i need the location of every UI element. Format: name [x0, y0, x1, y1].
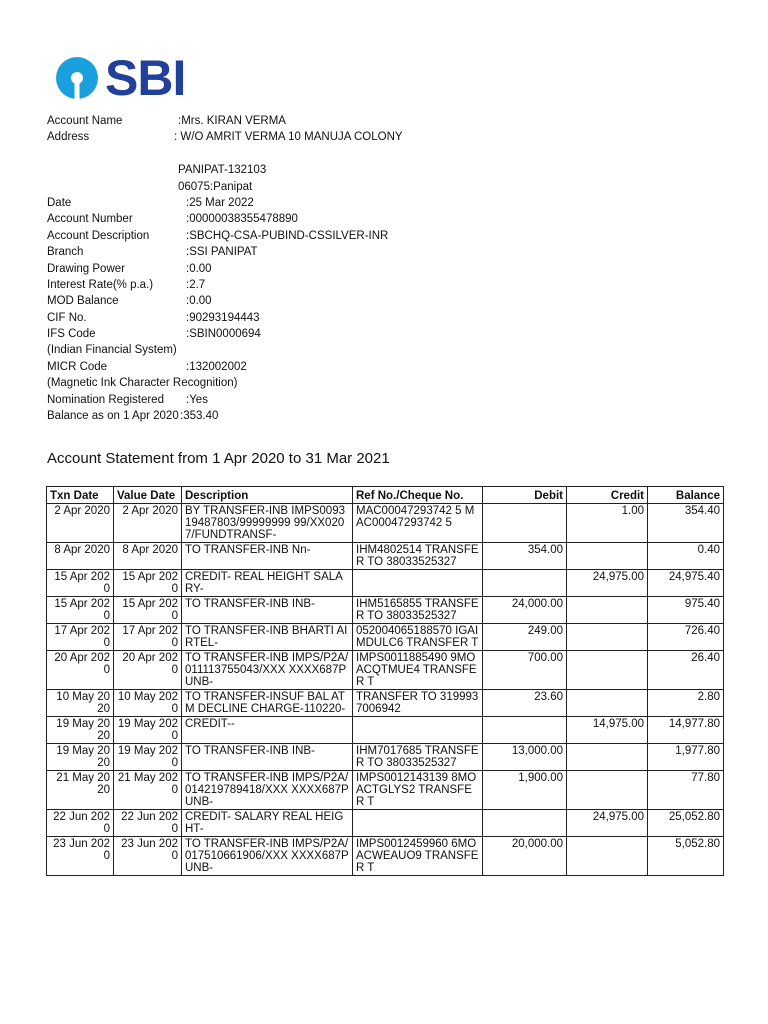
info-label: Account Description — [47, 229, 150, 242]
table-row — [47, 717, 724, 744]
cell-description: TO TRANSFER-INB IMPS/P2A/014219789418/XXX XXXX687PUNB- — [182, 771, 353, 810]
cell-balance: 5,052.80 — [648, 837, 724, 876]
cell-credit: 24,975.00 — [567, 570, 648, 597]
cell-value-date: 23 Jun 2020 — [114, 837, 182, 876]
cell-balance: 2.80 — [648, 690, 724, 717]
cell-ref-no: IMPS0011885490 9MOACQTMUE4 TRANSFER T — [353, 651, 483, 690]
header-ref-no: Ref No./Cheque No. — [353, 487, 483, 504]
table-header-row — [47, 487, 724, 504]
cell-credit — [567, 690, 648, 717]
table-row — [47, 543, 724, 570]
header-balance: Balance — [648, 487, 724, 504]
info-value: :2.7 — [186, 278, 206, 291]
cell-description: CREDIT-- — [182, 717, 353, 744]
cell-debit: 20,000.00 — [483, 837, 567, 876]
cell-value-date: 21 May 2020 — [114, 771, 182, 810]
table-row — [47, 771, 724, 810]
info-value: :SBCHQ-CSA-PUBIND-CSSILVER-INR — [186, 229, 389, 242]
cell-debit: 1,900.00 — [483, 771, 567, 810]
info-label: Date — [47, 196, 72, 209]
cell-value-date: 15 Apr 2020 — [114, 597, 182, 624]
cell-ref-no: MAC00047293742 5 MAC00047293742 5 — [353, 504, 483, 543]
info-label: (Indian Financial System) — [47, 344, 177, 357]
info-label: MICR Code — [47, 360, 108, 373]
header-description: Description — [182, 487, 353, 504]
cell-debit: 700.00 — [483, 651, 567, 690]
info-value: :00000038355478890 — [186, 213, 298, 226]
cell-ref-no: IMPS0012143139 8MOACTGLYS2 TRANSFER T — [353, 771, 483, 810]
cell-credit — [567, 744, 648, 771]
table-row — [47, 690, 724, 717]
cell-ref-no — [353, 717, 483, 744]
info-value: :90293194443 — [186, 311, 260, 324]
cell-txn-date: 2 Apr 2020 — [47, 504, 114, 543]
cell-balance: 354.40 — [648, 504, 724, 543]
info-label: Account Name — [47, 115, 123, 127]
cell-ref-no: IHM7017685 TRANSFER TO 38033525327 — [353, 744, 483, 771]
sbi-logo — [55, 50, 186, 106]
table-row — [47, 570, 724, 597]
info-value: :SSI PANIPAT — [186, 246, 258, 259]
cell-value-date: 17 Apr 2020 — [114, 624, 182, 651]
cell-debit — [483, 504, 567, 543]
cell-credit: 14,975.00 — [567, 717, 648, 744]
cell-ref-no — [353, 810, 483, 837]
table-row — [47, 504, 724, 543]
cell-txn-date: 23 Jun 2020 — [47, 837, 114, 876]
info-value: 06075:Panipat — [178, 180, 253, 193]
info-value: :25 Mar 2022 — [186, 196, 254, 209]
cell-debit — [483, 570, 567, 597]
cell-txn-date: 17 Apr 2020 — [47, 624, 114, 651]
info-label: CIF No. — [47, 311, 87, 324]
cell-credit — [567, 651, 648, 690]
cell-ref-no: TRANSFER TO 3199937006942 — [353, 690, 483, 717]
cell-credit — [567, 837, 648, 876]
cell-txn-date: 21 May 2020 — [47, 771, 114, 810]
cell-value-date: 19 May 2020 — [114, 717, 182, 744]
cell-debit: 23.60 — [483, 690, 567, 717]
info-label: Account Number — [47, 213, 133, 226]
cell-value-date: 19 May 2020 — [114, 744, 182, 771]
cell-txn-date: 19 May 2020 — [47, 744, 114, 771]
cell-balance: 726.40 — [648, 624, 724, 651]
cell-balance: 14,977.80 — [648, 717, 724, 744]
cell-debit — [483, 810, 567, 837]
cell-debit — [483, 717, 567, 744]
cell-balance: 1,977.80 — [648, 744, 724, 771]
cell-balance: 25,052.80 — [648, 810, 724, 837]
cell-ref-no: 052004065188570 IGAIMDULC6 TRANSFER T — [353, 624, 483, 651]
cell-description: TO TRANSFER-INB BHARTI AIRTEL- — [182, 624, 353, 651]
info-label: IFS Code — [47, 328, 96, 341]
header-debit: Debit — [483, 487, 567, 504]
cell-debit: 249.00 — [483, 624, 567, 651]
table-row — [47, 597, 724, 624]
info-value: :Yes — [186, 393, 208, 406]
header-txn-date: Txn Date — [47, 487, 114, 504]
info-label: Drawing Power — [47, 262, 125, 275]
info-value: :0.00 — [186, 295, 212, 308]
info-label: MOD Balance — [47, 295, 119, 308]
cell-credit — [567, 597, 648, 624]
cell-value-date: 2 Apr 2020 — [114, 504, 182, 543]
cell-credit — [567, 771, 648, 810]
cell-ref-no: IHM4802514 TRANSFER TO 38033525327 — [353, 543, 483, 570]
cell-description: CREDIT- REAL HEIGHT SALARY- — [182, 570, 353, 597]
info-value: :SBIN0000694 — [186, 328, 261, 341]
cell-description: TO TRANSFER-INB Nn- — [182, 543, 353, 570]
info-value: :Mrs. KIRAN VERMA — [178, 115, 286, 127]
info-value: :0.00 — [186, 262, 212, 275]
table-row — [47, 651, 724, 690]
cell-txn-date: 20 Apr 2020 — [47, 651, 114, 690]
info-value: PANIPAT-132103 — [178, 164, 267, 177]
cell-balance: 77.80 — [648, 771, 724, 810]
header-credit: Credit — [567, 487, 648, 504]
info-label: Interest Rate(% p.a.) — [47, 278, 154, 291]
cell-value-date: 8 Apr 2020 — [114, 543, 182, 570]
cell-description: TO TRANSFER-INB INB- — [182, 597, 353, 624]
cell-credit — [567, 543, 648, 570]
cell-txn-date: 15 Apr 2020 — [47, 570, 114, 597]
cell-value-date: 20 Apr 2020 — [114, 651, 182, 690]
cell-description: TO TRANSFER-INSUF BAL ATM DECLINE CHARGE-110220- — [182, 690, 353, 717]
cell-description: CREDIT- SALARY REAL HEIGHT- — [182, 810, 353, 837]
info-label: Branch — [47, 246, 84, 259]
statement-title: Account Statement from 1 Apr 2020 to 31 Mar 2021 — [47, 450, 390, 467]
info-value: : W/O AMRIT VERMA 10 MANUJA COLONY — [174, 131, 403, 144]
table-row — [47, 837, 724, 876]
cell-ref-no — [353, 570, 483, 597]
cell-balance: 26.40 — [648, 651, 724, 690]
table-row — [47, 810, 724, 837]
info-label: Balance as on 1 Apr 2020 — [47, 410, 179, 423]
info-label: Address — [47, 131, 90, 144]
table-row — [47, 624, 724, 651]
sbi-keyhole-icon — [55, 56, 99, 100]
cell-ref-no: IHM5165855 TRANSFER TO 38033525327 — [353, 597, 483, 624]
cell-credit: 1.00 — [567, 504, 648, 543]
cell-description: TO TRANSFER-INB IMPS/P2A/011113755043/XXX XXXX687PUNB- — [182, 651, 353, 690]
cell-txn-date: 15 Apr 2020 — [47, 597, 114, 624]
info-label: Nomination Registered — [47, 393, 164, 406]
cell-credit — [567, 624, 648, 651]
cell-debit: 354.00 — [483, 543, 567, 570]
cell-description: TO TRANSFER-INB INB- — [182, 744, 353, 771]
cell-txn-date: 8 Apr 2020 — [47, 543, 114, 570]
info-value: :132002002 — [186, 360, 247, 373]
cell-txn-date: 22 Jun 2020 — [47, 810, 114, 837]
cell-description: BY TRANSFER-INB IMPS009319487803/99999999 99/XX0207/FUNDTRANSF- — [182, 504, 353, 543]
cell-balance: 975.40 — [648, 597, 724, 624]
cell-balance: 0.40 — [648, 543, 724, 570]
brand-name: SBI — [105, 50, 186, 106]
cell-txn-date: 10 May 2020 — [47, 690, 114, 717]
cell-debit: 13,000.00 — [483, 744, 567, 771]
cell-value-date: 10 May 2020 — [114, 690, 182, 717]
cell-txn-date: 19 May 2020 — [47, 717, 114, 744]
cell-debit: 24,000.00 — [483, 597, 567, 624]
cell-ref-no: IMPS0012459960 6MOACWEAUO9 TRANSFER T — [353, 837, 483, 876]
transactions-table — [46, 486, 724, 876]
cell-value-date: 22 Jun 2020 — [114, 810, 182, 837]
cell-balance: 24,975.40 — [648, 570, 724, 597]
table-row — [47, 744, 724, 771]
info-label: (Magnetic Ink Character Recognition) — [47, 377, 238, 390]
cell-credit: 24,975.00 — [567, 810, 648, 837]
cell-description: TO TRANSFER-INB IMPS/P2A/017510661906/XXX XXXX687PUNB- — [182, 837, 353, 876]
header-value-date: Value Date — [114, 487, 182, 504]
info-value: :353.40 — [180, 410, 219, 423]
cell-value-date: 15 Apr 2020 — [114, 570, 182, 597]
